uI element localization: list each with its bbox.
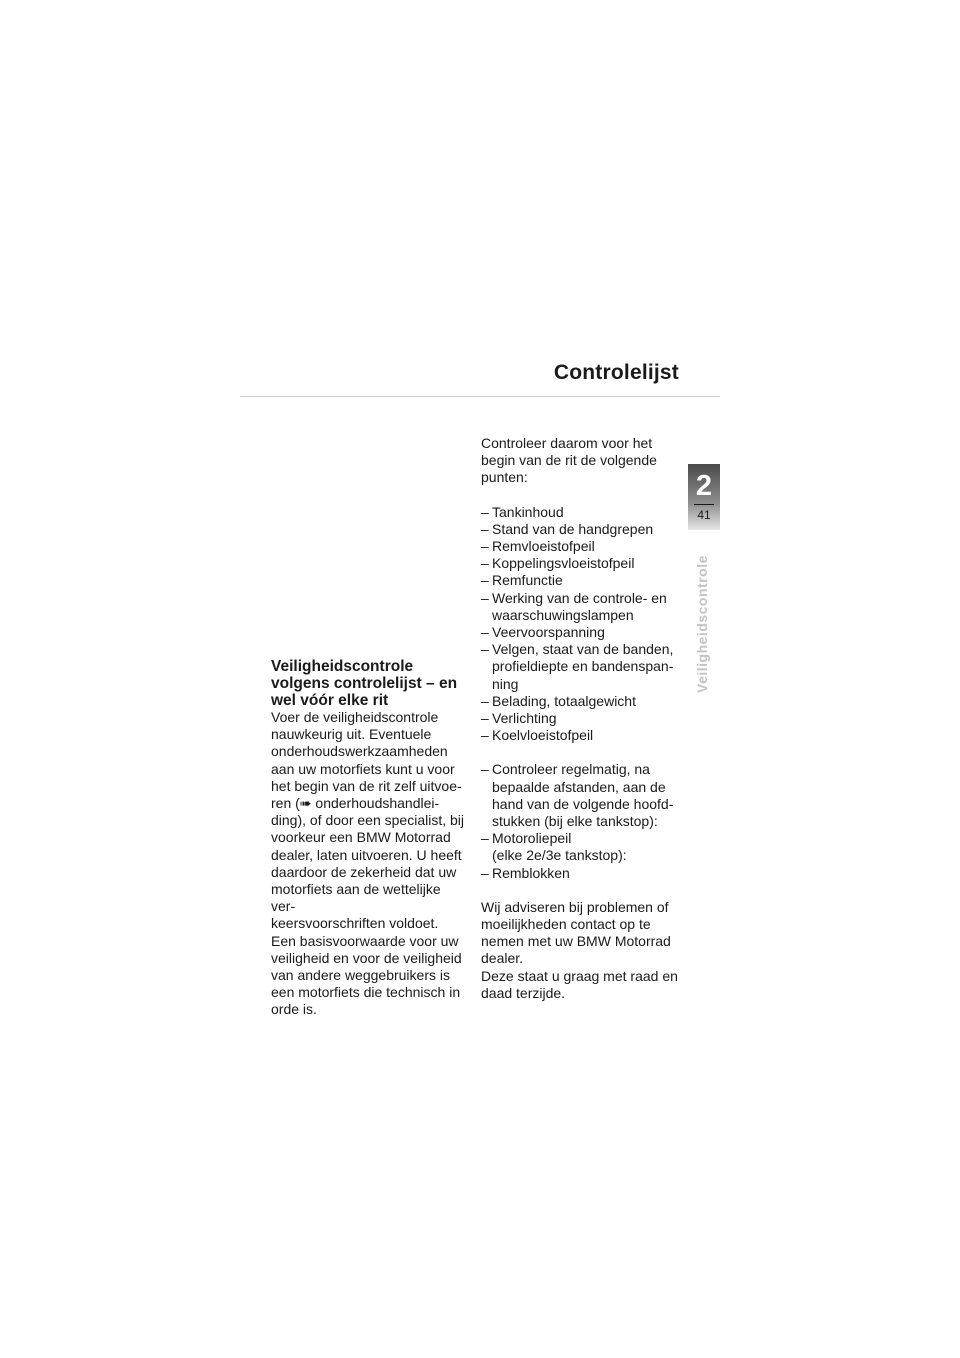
text-line: Wij adviseren bij problemen of — [481, 898, 669, 915]
list-item — [481, 504, 679, 521]
text-line: Een basisvoorwaarde voor uw — [271, 932, 459, 949]
text-line: een motorfiets die technisch in — [271, 984, 461, 1001]
list-item — [481, 830, 679, 864]
list-dash: – — [481, 864, 489, 881]
list-dash: – — [481, 727, 489, 744]
body-text — [271, 709, 464, 1019]
text-line: dealer. — [481, 950, 524, 967]
list-item-line: profieldiepte en bandenspan- — [492, 658, 674, 675]
list-item — [481, 727, 679, 744]
list-item-line: Belading, totaalgewicht — [492, 692, 636, 709]
text-line: nemen met uw BMW Motorrad — [481, 933, 671, 950]
text-line: daardoor de zekerheid dat uw — [271, 863, 457, 880]
text-line: Deze staat u graag met raad en — [481, 967, 678, 984]
list-item-line: ning — [492, 675, 519, 692]
text-line: nauwkeurig uit. Eventuele — [271, 726, 432, 743]
heading-line: volgens controlelijst – en — [271, 675, 458, 692]
section-side-label: Veiligheidscontrole — [694, 555, 710, 693]
list-item — [481, 572, 679, 589]
list-item-line: Stand van de handgrepen — [492, 520, 654, 537]
list-dash: – — [481, 641, 489, 658]
list-item-line: stukken (bij elke tankstop): — [492, 813, 658, 830]
left-column — [271, 658, 464, 1019]
list-item-line: Verlichting — [492, 710, 557, 727]
text-line: punten: — [481, 469, 528, 486]
list-dash: – — [481, 503, 489, 520]
list-item — [481, 521, 679, 538]
list-dash: – — [481, 710, 489, 727]
list-item-line: Motoroliepeil — [492, 830, 572, 847]
chapter-tab — [688, 464, 720, 530]
text-line: onderhoudswerkzaamheden — [271, 743, 448, 760]
list-dash: – — [481, 520, 489, 537]
list-item-line: Veervoorspanning — [492, 624, 605, 641]
list-item — [481, 641, 679, 693]
text-line: motorfiets aan de wettelijke ver- — [271, 881, 441, 915]
list-dash: – — [481, 624, 489, 641]
text-line: Voer de veiligheidscontrole — [271, 709, 439, 725]
intro-paragraph — [481, 435, 679, 487]
list-dash: – — [481, 761, 489, 778]
header-rule — [240, 396, 720, 397]
periodic-checklist — [481, 761, 679, 881]
list-dash: – — [481, 692, 489, 709]
list-dash: – — [481, 830, 489, 847]
list-item — [481, 538, 679, 555]
page-title: Controlelijst — [553, 361, 679, 384]
heading-line: wel vóór elke rit — [271, 692, 389, 709]
section-heading — [271, 658, 464, 709]
right-column — [481, 435, 679, 1002]
list-item — [481, 865, 679, 882]
text-line: voorkeur een BMW Motorrad — [271, 829, 451, 846]
text-line: begin van de rit de volgende — [481, 452, 657, 469]
text-line: keersvoorschriften voldoet. — [271, 915, 439, 932]
list-item-line: waarschuwingslampen — [492, 606, 634, 623]
text-line: het begin van de rit zelf uitvoe- — [271, 777, 462, 794]
list-item-line: Controleer regelmatig, na — [492, 761, 650, 778]
list-item — [481, 761, 679, 830]
list-dash: – — [481, 589, 489, 606]
list-item-line: Remblokken — [492, 864, 570, 881]
list-dash: – — [481, 572, 489, 589]
text-line: ding), of door een specialist, bij — [271, 812, 464, 829]
heading-line: Veiligheidscontrole — [271, 658, 414, 675]
list-item — [481, 693, 679, 710]
chapter-number: 2 — [695, 470, 713, 502]
list-item — [481, 624, 679, 641]
list-item-line: hand van de volgende hoofd- — [492, 795, 674, 812]
list-item-line: Remvloeistofpeil — [492, 538, 595, 555]
list-item-line: Remfunctie — [492, 572, 563, 589]
tab-divider — [694, 504, 714, 505]
list-item-line: Koppelingsvloeistofpeil — [492, 555, 635, 572]
list-item-line: Koelvloeistofpeil — [492, 727, 594, 744]
text-line: orde is. — [271, 1001, 317, 1018]
list-item-line: Tankinhoud — [492, 503, 564, 520]
list-item-line: Werking van de controle- en — [492, 589, 667, 606]
checklist — [481, 504, 679, 745]
text-line: veiligheid en voor de veiligheid — [271, 949, 462, 966]
text-line: aan uw motorfiets kunt u voor — [271, 760, 455, 777]
outro-paragraph — [481, 899, 679, 1002]
list-item — [481, 555, 679, 572]
list-item-line: Velgen, staat van de banden, — [492, 641, 674, 658]
list-item-line: (elke 2e/3e tankstop): — [492, 847, 627, 864]
list-dash: – — [481, 555, 489, 572]
list-item — [481, 590, 679, 624]
list-item-line: bepaalde afstanden, aan de — [492, 778, 666, 795]
list-dash: – — [481, 538, 489, 555]
text-line: dealer, laten uitvoeren. U heeft — [271, 846, 462, 863]
text-line: ren (➠ onderhoudshandlei- — [271, 795, 440, 812]
list-item — [481, 710, 679, 727]
text-line: Controleer daarom voor het — [481, 435, 653, 451]
text-line: moeilijkheden contact op te — [481, 916, 651, 933]
text-line: daad terzijde. — [481, 984, 566, 1001]
page-number: 41 — [697, 508, 711, 522]
text-line: van andere weggebruikers is — [271, 967, 450, 984]
